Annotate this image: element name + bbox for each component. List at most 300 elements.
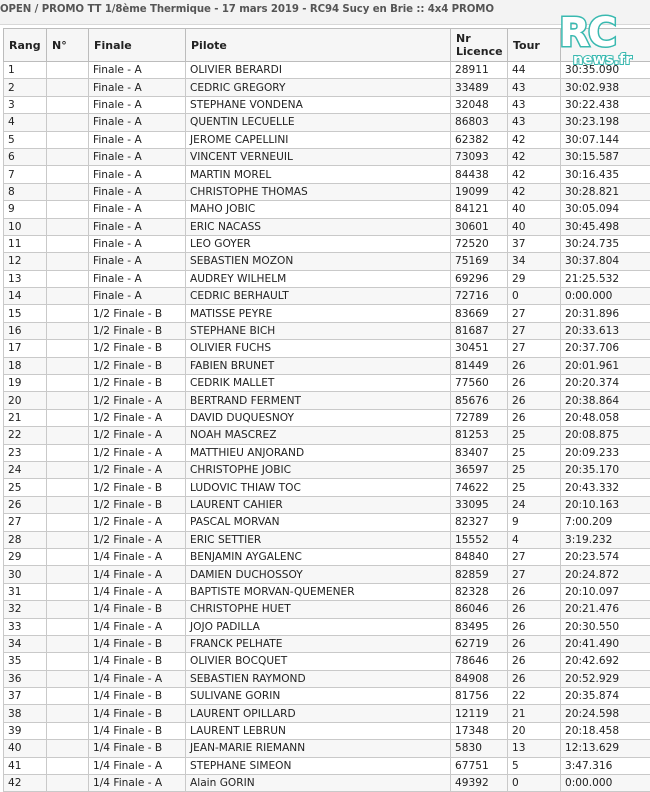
cell-finale: 1/4 Finale - B: [89, 635, 186, 652]
cell-tour: 42: [508, 131, 561, 148]
cell-licence: 74622: [451, 479, 508, 496]
cell-pilote: JEROME CAPELLINI: [186, 131, 451, 148]
cell-rang: 12: [4, 253, 47, 270]
cell-licence: 67751: [451, 757, 508, 774]
cell-finale: 1/4 Finale - A: [89, 548, 186, 565]
cell-numero: [47, 305, 89, 322]
cell-pilote: BERTRAND FERMENT: [186, 392, 451, 409]
cell-numero: [47, 722, 89, 739]
cell-numero: [47, 496, 89, 513]
cell-licence: 83495: [451, 618, 508, 635]
cell-finale: Finale - A: [89, 218, 186, 235]
cell-licence: 72789: [451, 409, 508, 426]
table-row: [4, 322, 650, 339]
cell-tour: 5: [508, 757, 561, 774]
cell-numero: [47, 705, 89, 722]
cell-numero: [47, 427, 89, 444]
cell-temps: 30:02.938: [561, 79, 650, 96]
cell-finale: 1/2 Finale - B: [89, 357, 186, 374]
cell-finale: 1/2 Finale - A: [89, 444, 186, 461]
logo-sub: news.fr: [573, 52, 632, 68]
cell-temps: 30:16.435: [561, 166, 650, 183]
cell-tour: 25: [508, 427, 561, 444]
cell-tour: 29: [508, 270, 561, 287]
cell-rang: 38: [4, 705, 47, 722]
cell-licence: 84438: [451, 166, 508, 183]
cell-numero: [47, 461, 89, 478]
cell-tour: 26: [508, 392, 561, 409]
cell-tour: 26: [508, 635, 561, 652]
cell-finale: Finale - A: [89, 131, 186, 148]
cell-tour: 40: [508, 201, 561, 218]
cell-finale: 1/2 Finale - B: [89, 322, 186, 339]
cell-rang: 17: [4, 340, 47, 357]
header-row: [4, 29, 650, 62]
cell-numero: [47, 166, 89, 183]
cell-temps: 3:19.232: [561, 531, 650, 548]
cell-pilote: Alain GORIN: [186, 775, 451, 792]
cell-licence: 78646: [451, 653, 508, 670]
cell-temps: 30:15.587: [561, 148, 650, 165]
cell-pilote: OLIVIER BERARDI: [186, 62, 451, 79]
cell-pilote: FABIEN BRUNET: [186, 357, 451, 374]
table-row: [4, 270, 650, 287]
cell-numero: [47, 96, 89, 113]
cell-licence: 17348: [451, 722, 508, 739]
cell-temps: 30:35.090: [561, 62, 650, 79]
cell-numero: [47, 253, 89, 270]
cell-tour: 42: [508, 148, 561, 165]
cell-numero: [47, 740, 89, 757]
cell-numero: [47, 62, 89, 79]
cell-licence: 33489: [451, 79, 508, 96]
cell-rang: 7: [4, 166, 47, 183]
cell-finale: 1/2 Finale - A: [89, 531, 186, 548]
cell-finale: 1/4 Finale - A: [89, 670, 186, 687]
cell-tour: 42: [508, 166, 561, 183]
cell-rang: 5: [4, 131, 47, 148]
cell-pilote: LEO GOYER: [186, 235, 451, 252]
cell-temps: 30:37.804: [561, 253, 650, 270]
cell-temps: 21:25.532: [561, 270, 650, 287]
cell-temps: 20:33.613: [561, 322, 650, 339]
table-row: [4, 688, 650, 705]
cell-numero: [47, 601, 89, 618]
table-row: [4, 740, 650, 757]
cell-tour: 43: [508, 96, 561, 113]
cell-temps: 20:52.929: [561, 670, 650, 687]
cell-licence: 84121: [451, 201, 508, 218]
cell-temps: 20:43.332: [561, 479, 650, 496]
cell-temps: 20:10.163: [561, 496, 650, 513]
cell-rang: 14: [4, 288, 47, 305]
cell-pilote: QUENTIN LECUELLE: [186, 114, 451, 131]
header-tour[interactable]: Tour: [508, 29, 561, 62]
cell-numero: [47, 566, 89, 583]
cell-numero: [47, 218, 89, 235]
cell-rang: 36: [4, 670, 47, 687]
table-row: [4, 201, 650, 218]
cell-pilote: STEPHANE SIMEON: [186, 757, 451, 774]
cell-pilote: LAURENT OPILLARD: [186, 705, 451, 722]
cell-temps: 12:13.629: [561, 740, 650, 757]
cell-temps: 20:23.574: [561, 548, 650, 565]
cell-tour: 27: [508, 322, 561, 339]
cell-temps: 20:09.233: [561, 444, 650, 461]
cell-pilote: VINCENT VERNEUIL: [186, 148, 451, 165]
cell-tour: 22: [508, 688, 561, 705]
cell-finale: 1/2 Finale - A: [89, 392, 186, 409]
header-licence[interactable]: Nr Licence: [451, 29, 508, 62]
cell-finale: Finale - A: [89, 183, 186, 200]
table-row: [4, 79, 650, 96]
table-row: [4, 148, 650, 165]
table-row: [4, 166, 650, 183]
cell-licence: 32048: [451, 96, 508, 113]
table-row: [4, 253, 650, 270]
cell-temps: 0:00.000: [561, 288, 650, 305]
cell-tour: 27: [508, 566, 561, 583]
table-row: [4, 757, 650, 774]
cell-tour: 43: [508, 114, 561, 131]
cell-rang: 40: [4, 740, 47, 757]
table-row: [4, 670, 650, 687]
table-row: [4, 131, 650, 148]
cell-rang: 26: [4, 496, 47, 513]
cell-licence: 69296: [451, 270, 508, 287]
header-rang[interactable]: Rang: [4, 29, 47, 62]
table-row: [4, 635, 650, 652]
cell-tour: 26: [508, 357, 561, 374]
cell-temps: 0:00.000: [561, 775, 650, 792]
cell-temps: 3:47.316: [561, 757, 650, 774]
page-title: OPEN / PROMO TT 1/8ème Thermique - 17 mars 2019 - RC94 Sucy en Brie :: 4x4 PROMO: [0, 4, 494, 15]
cell-finale: 1/2 Finale - A: [89, 514, 186, 531]
cell-licence: 62719: [451, 635, 508, 652]
cell-finale: Finale - A: [89, 148, 186, 165]
cell-finale: 1/2 Finale - A: [89, 461, 186, 478]
cell-pilote: CEDRIC GREGORY: [186, 79, 451, 96]
table-row: [4, 566, 650, 583]
cell-rang: 18: [4, 357, 47, 374]
cell-rang: 8: [4, 183, 47, 200]
cell-licence: 75169: [451, 253, 508, 270]
header-numero[interactable]: N°: [47, 29, 89, 62]
table-row: [4, 183, 650, 200]
cell-rang: 33: [4, 618, 47, 635]
table-row: [4, 461, 650, 478]
cell-temps: 30:28.821: [561, 183, 650, 200]
table-row: [4, 357, 650, 374]
cell-numero: [47, 479, 89, 496]
cell-finale: Finale - A: [89, 62, 186, 79]
cell-licence: 82327: [451, 514, 508, 531]
cell-numero: [47, 235, 89, 252]
cell-rang: 28: [4, 531, 47, 548]
cell-finale: 1/2 Finale - A: [89, 427, 186, 444]
cell-temps: 20:18.458: [561, 722, 650, 739]
cell-finale: Finale - A: [89, 96, 186, 113]
cell-finale: 1/4 Finale - B: [89, 653, 186, 670]
cell-pilote: CEDRIK MALLET: [186, 375, 451, 392]
cell-temps: 20:24.872: [561, 566, 650, 583]
cell-tour: 27: [508, 340, 561, 357]
cell-rang: 27: [4, 514, 47, 531]
cell-finale: Finale - A: [89, 270, 186, 287]
table-row: [4, 705, 650, 722]
cell-rang: 4: [4, 114, 47, 131]
cell-finale: 1/4 Finale - A: [89, 566, 186, 583]
cell-pilote: SULIVANE GORIN: [186, 688, 451, 705]
cell-pilote: BAPTISTE MORVAN-QUEMENER: [186, 583, 451, 600]
title-bar: [0, 0, 650, 25]
cell-numero: [47, 583, 89, 600]
cell-tour: 0: [508, 288, 561, 305]
table-row: [4, 96, 650, 113]
cell-pilote: JOJO PADILLA: [186, 618, 451, 635]
table-row: [4, 427, 650, 444]
cell-pilote: MATTHIEU ANJORAND: [186, 444, 451, 461]
cell-temps: 30:07.144: [561, 131, 650, 148]
cell-pilote: LAURENT CAHIER: [186, 496, 451, 513]
cell-finale: 1/2 Finale - B: [89, 340, 186, 357]
cell-rang: 11: [4, 235, 47, 252]
cell-licence: 28911: [451, 62, 508, 79]
cell-finale: 1/2 Finale - B: [89, 496, 186, 513]
header-finale[interactable]: Finale: [89, 29, 186, 62]
cell-pilote: MATISSE PEYRE: [186, 305, 451, 322]
logo-main: RC: [559, 13, 615, 53]
cell-finale: 1/4 Finale - A: [89, 775, 186, 792]
table-row: [4, 531, 650, 548]
cell-tour: 21: [508, 705, 561, 722]
cell-rang: 10: [4, 218, 47, 235]
table-row: [4, 305, 650, 322]
cell-pilote: AUDREY WILHELM: [186, 270, 451, 287]
cell-rang: 9: [4, 201, 47, 218]
cell-temps: 30:22.438: [561, 96, 650, 113]
table-row: [4, 479, 650, 496]
cell-rang: 15: [4, 305, 47, 322]
cell-tour: 25: [508, 479, 561, 496]
cell-licence: 83669: [451, 305, 508, 322]
cell-tour: 26: [508, 409, 561, 426]
cell-licence: 81253: [451, 427, 508, 444]
cell-tour: 27: [508, 548, 561, 565]
cell-numero: [47, 775, 89, 792]
cell-numero: [47, 618, 89, 635]
cell-licence: 81756: [451, 688, 508, 705]
cell-licence: 86803: [451, 114, 508, 131]
cell-licence: 84908: [451, 670, 508, 687]
cell-pilote: ERIC NACASS: [186, 218, 451, 235]
cell-temps: 20:37.706: [561, 340, 650, 357]
cell-tour: 24: [508, 496, 561, 513]
cell-tour: 25: [508, 461, 561, 478]
cell-licence: 82328: [451, 583, 508, 600]
cell-numero: [47, 357, 89, 374]
cell-finale: 1/4 Finale - B: [89, 601, 186, 618]
cell-rang: 23: [4, 444, 47, 461]
cell-temps: 20:30.550: [561, 618, 650, 635]
cell-temps: 20:08.875: [561, 427, 650, 444]
cell-licence: 77560: [451, 375, 508, 392]
cell-licence: 81687: [451, 322, 508, 339]
table-row: [4, 392, 650, 409]
cell-numero: [47, 548, 89, 565]
cell-tour: 27: [508, 305, 561, 322]
cell-licence: 19099: [451, 183, 508, 200]
cell-temps: 20:42.692: [561, 653, 650, 670]
cell-finale: 1/4 Finale - B: [89, 740, 186, 757]
cell-licence: 5830: [451, 740, 508, 757]
cell-finale: Finale - A: [89, 79, 186, 96]
table-row: [4, 514, 650, 531]
cell-finale: Finale - A: [89, 235, 186, 252]
cell-temps: 20:10.097: [561, 583, 650, 600]
cell-licence: 82859: [451, 566, 508, 583]
cell-licence: 15552: [451, 531, 508, 548]
cell-rang: 20: [4, 392, 47, 409]
cell-licence: 12119: [451, 705, 508, 722]
cell-numero: [47, 531, 89, 548]
cell-pilote: PASCAL MORVAN: [186, 514, 451, 531]
cell-tour: 20: [508, 722, 561, 739]
cell-temps: 20:41.490: [561, 635, 650, 652]
cell-tour: 26: [508, 375, 561, 392]
cell-licence: 83407: [451, 444, 508, 461]
cell-licence: 30601: [451, 218, 508, 235]
cell-pilote: CHRISTOPHE HUET: [186, 601, 451, 618]
cell-finale: 1/4 Finale - A: [89, 757, 186, 774]
table-row: [4, 496, 650, 513]
cell-tour: 9: [508, 514, 561, 531]
cell-pilote: LAURENT LEBRUN: [186, 722, 451, 739]
cell-temps: 20:20.374: [561, 375, 650, 392]
cell-pilote: OLIVIER BOCQUET: [186, 653, 451, 670]
cell-rang: 13: [4, 270, 47, 287]
cell-temps: 20:35.170: [561, 461, 650, 478]
table-row: [4, 618, 650, 635]
cell-finale: 1/2 Finale - A: [89, 409, 186, 426]
cell-rang: 30: [4, 566, 47, 583]
cell-numero: [47, 757, 89, 774]
table-row: [4, 548, 650, 565]
cell-numero: [47, 409, 89, 426]
cell-finale: 1/4 Finale - A: [89, 618, 186, 635]
cell-finale: Finale - A: [89, 253, 186, 270]
cell-rang: 16: [4, 322, 47, 339]
cell-licence: 72520: [451, 235, 508, 252]
table-row: [4, 409, 650, 426]
header-pilote[interactable]: Pilote: [186, 29, 451, 62]
cell-rang: 25: [4, 479, 47, 496]
cell-temps: 30:24.735: [561, 235, 650, 252]
cell-temps: 20:48.058: [561, 409, 650, 426]
cell-tour: 13: [508, 740, 561, 757]
cell-finale: 1/4 Finale - B: [89, 705, 186, 722]
cell-tour: 26: [508, 583, 561, 600]
cell-pilote: SEBASTIEN MOZON: [186, 253, 451, 270]
cell-numero: [47, 375, 89, 392]
cell-tour: 0: [508, 775, 561, 792]
cell-finale: 1/2 Finale - B: [89, 305, 186, 322]
cell-numero: [47, 183, 89, 200]
cell-numero: [47, 201, 89, 218]
cell-numero: [47, 288, 89, 305]
cell-rang: 6: [4, 148, 47, 165]
cell-tour: 26: [508, 670, 561, 687]
cell-finale: 1/2 Finale - B: [89, 479, 186, 496]
cell-licence: 62382: [451, 131, 508, 148]
cell-rang: 21: [4, 409, 47, 426]
cell-finale: Finale - A: [89, 201, 186, 218]
cell-pilote: LUDOVIC THIAW TOC: [186, 479, 451, 496]
cell-pilote: CEDRIC BERHAULT: [186, 288, 451, 305]
cell-licence: 36597: [451, 461, 508, 478]
cell-tour: 26: [508, 601, 561, 618]
cell-rang: 41: [4, 757, 47, 774]
cell-pilote: FRANCK PELHATE: [186, 635, 451, 652]
cell-finale: 1/4 Finale - A: [89, 583, 186, 600]
table-row: [4, 288, 650, 305]
cell-rang: 42: [4, 775, 47, 792]
cell-numero: [47, 340, 89, 357]
cell-temps: 30:45.498: [561, 218, 650, 235]
table-row: [4, 653, 650, 670]
cell-pilote: DAMIEN DUCHOSSOY: [186, 566, 451, 583]
cell-tour: 44: [508, 62, 561, 79]
cell-pilote: ERIC SETTIER: [186, 531, 451, 548]
cell-temps: 7:00.209: [561, 514, 650, 531]
cell-tour: 34: [508, 253, 561, 270]
cell-pilote: MARTIN MOREL: [186, 166, 451, 183]
cell-tour: 26: [508, 618, 561, 635]
cell-rang: 22: [4, 427, 47, 444]
cell-licence: 72716: [451, 288, 508, 305]
cell-finale: Finale - A: [89, 114, 186, 131]
cell-numero: [47, 322, 89, 339]
cell-pilote: OLIVIER FUCHS: [186, 340, 451, 357]
cell-rang: 19: [4, 375, 47, 392]
cell-numero: [47, 131, 89, 148]
cell-rang: 1: [4, 62, 47, 79]
cell-finale: Finale - A: [89, 166, 186, 183]
cell-licence: 86046: [451, 601, 508, 618]
cell-temps: 20:38.864: [561, 392, 650, 409]
cell-tour: 42: [508, 183, 561, 200]
table-row: [4, 583, 650, 600]
cell-tour: 4: [508, 531, 561, 548]
cell-numero: [47, 444, 89, 461]
cell-pilote: MAHO JOBIC: [186, 201, 451, 218]
cell-temps: 20:01.961: [561, 357, 650, 374]
cell-pilote: SEBASTIEN RAYMOND: [186, 670, 451, 687]
results-table: [3, 28, 650, 792]
cell-pilote: JEAN-MARIE RIEMANN: [186, 740, 451, 757]
table-row: [4, 62, 650, 79]
cell-finale: 1/4 Finale - B: [89, 722, 186, 739]
cell-rang: 37: [4, 688, 47, 705]
cell-temps: 20:21.476: [561, 601, 650, 618]
cell-licence: 33095: [451, 496, 508, 513]
cell-rang: 2: [4, 79, 47, 96]
table-row: [4, 218, 650, 235]
cell-pilote: NOAH MASCREZ: [186, 427, 451, 444]
table-row: [4, 722, 650, 739]
cell-pilote: STEPHANE VONDENA: [186, 96, 451, 113]
cell-licence: 84840: [451, 548, 508, 565]
